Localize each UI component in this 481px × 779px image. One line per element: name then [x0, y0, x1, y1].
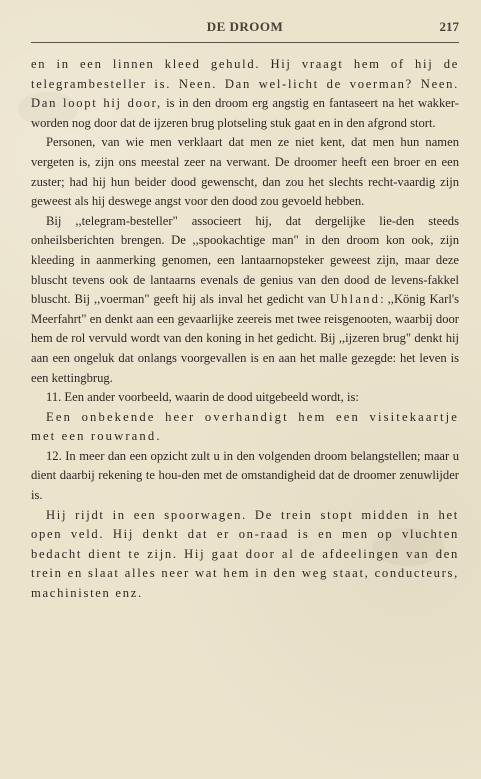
paragraph-1: [31, 55, 459, 133]
paragraph-4: 11. Een ander voorbeeld, waarin de dood uitgebeeld wordt, is:: [46, 390, 359, 405]
chapter-title: DE DROOM: [206, 19, 284, 34]
dream-example-12: Hij rijdt in een spoorwagen. De trein stopt midden in het open veld. Hij denkt dat er on-raad is en men op vluchten bedacht dient te zijn. Hij gaat door al de afdeelingen van den trein en slaat alles neer wat hem in den weg staat, conducteurs, machinisten enz.: [31, 507, 459, 601]
paragraph-6: 12. In meer dan een opzicht zult u in den volgenden droom belangstellen; maar u dient daarbij rekening te hou-den met de omstandigheid dat de droomer zenuwlijder is.: [31, 448, 459, 503]
dream-example-11: Een onbekende heer overhandigt hem een visitekaartje met een rouwrand.: [31, 409, 459, 444]
paragraph-3: [31, 212, 459, 388]
paragraph-text: is in den droom erg angstig en fantaseert na het wakker-worden nog door dat de ijzeren brug plotseling stuk gaat en in den afgrond stort.: [31, 96, 460, 130]
author-name: Uhland: [329, 292, 381, 307]
paragraph-text: : ,,König Karl's Meerfahrt" en denkt aan een gevaarlijke zeereis met twee reisgenooten, waarbij door hem de rol vervuld wordt van den koning in het gedicht. Bij ,,ijzeren brug" denkt hij aan een ongeluk dat onlangs voorgevallen is en aan het malle gezegde: het leven is een kettingbrug.: [31, 292, 459, 385]
body-text: [31, 55, 459, 604]
paragraph-2: Personen, van wie men verklaart dat men ze niet kent, dat men hun namen vergeten is, zijn ons meestal zeer na verwant. De droomer heeft een broer en een zuster; had hij hun beider dood gewenscht, dan zou het slechts recht-vaardig zijn geweest als hij deswege angst voor den dood zou gevoeld hebben.: [31, 135, 459, 209]
page-number: 217: [439, 19, 459, 34]
running-header: [31, 18, 459, 43]
paragraph-text: Bij ,,telegram-besteller" associeert hij, dat dergelijke lie-den steeds onheilsberichten brengen. De ,,spookachtige man" in den droom kon ook, zijn kleeding in aanmerking genomen, een lantaarnopsteker geweest zijn, maar deze bluscht tevens ook de lantaarns evenals de genius van den dood de levens-fakkel bluscht. Bij ,,voerman" geeft hij als inval het gedicht van: [31, 213, 459, 307]
spaced-passage: en in een linnen kleed gehuld. Hij vraagt hem of hij de telegrambesteller is. Neen. Dan wel-licht de voerman? Neen. Dan loopt hij door,: [31, 57, 459, 111]
